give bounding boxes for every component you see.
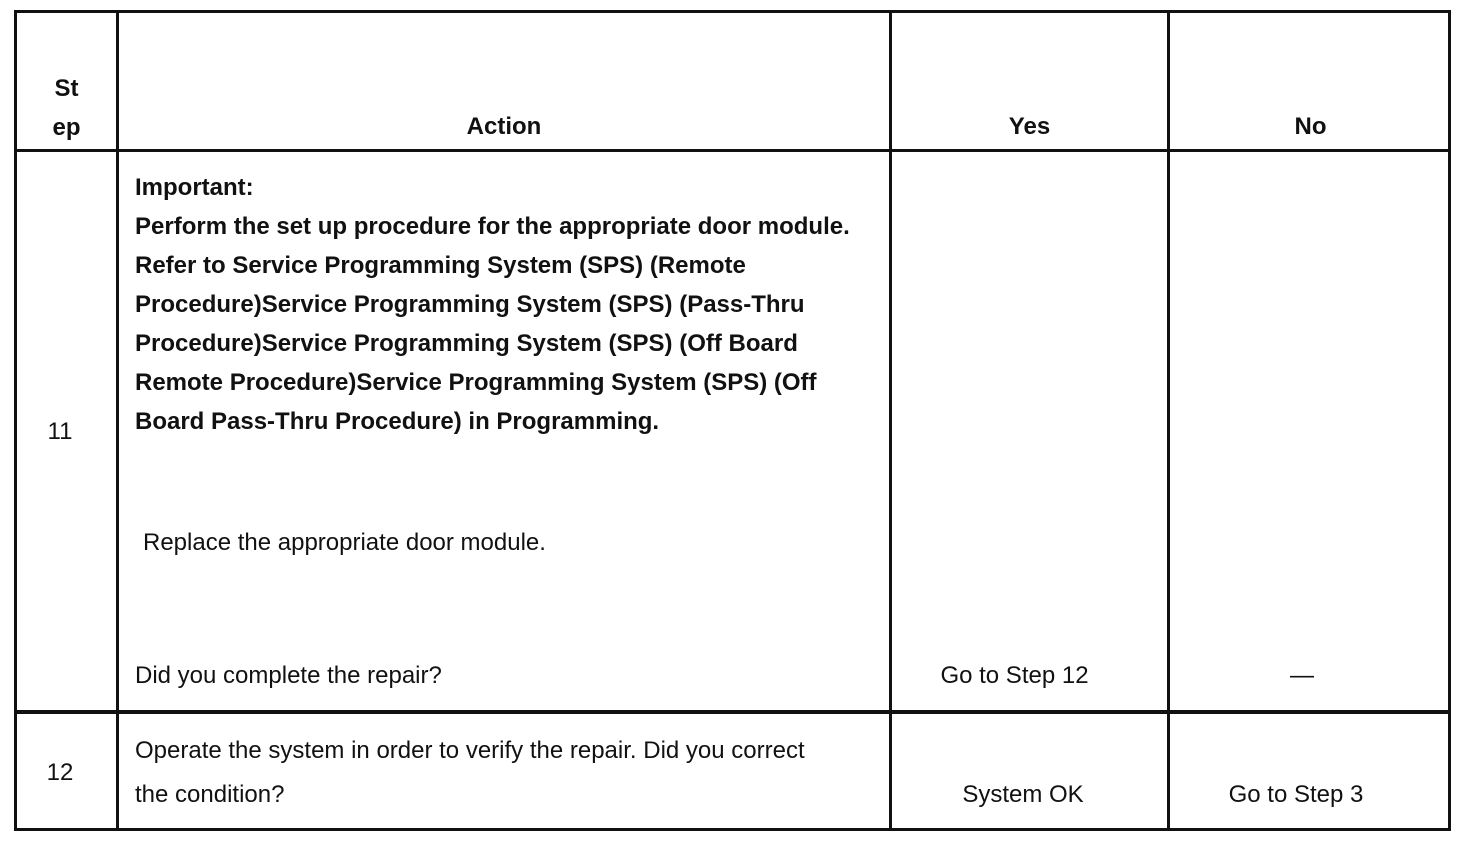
- header-no: No: [1294, 113, 1327, 140]
- row-11-no: —: [1290, 662, 1314, 689]
- instruction-text: Replace the appropriate door module.: [143, 529, 546, 556]
- header-step-line2: ep: [52, 114, 81, 141]
- diagnostic-table: [14, 10, 1451, 831]
- row-divider: [17, 710, 1448, 714]
- question-text: Did you complete the repair?: [135, 662, 442, 689]
- header-step: [17, 69, 116, 147]
- row-12-step: 12: [46, 759, 74, 786]
- row-11-step: 11: [47, 418, 73, 445]
- header-yes: Yes: [1008, 113, 1051, 140]
- header-step-line1: St: [54, 75, 79, 102]
- row-12-no: Go to Step 3: [1228, 781, 1364, 808]
- header-action: Action: [466, 113, 542, 140]
- header-divider: [17, 149, 1448, 152]
- row-12-yes: System OK: [962, 781, 1084, 808]
- important-label: Important:: [135, 174, 254, 201]
- row-12-action: Operate the system in order to verify the repair. Did you correct the condition?: [135, 737, 805, 808]
- important-text: Perform the set up procedure for the appropriate door module. Refer to Service Programming System (SPS) (Remote Procedure)Service Programming System (SPS) (Pass-Thru Procedure)Service Programming System (SPS) (Off Board Remote Procedure)Service Programming System (SPS) (Off Board Pass-Thru Procedure) in Programming.: [135, 213, 850, 435]
- row-11-yes: Go to Step 12: [940, 662, 1089, 689]
